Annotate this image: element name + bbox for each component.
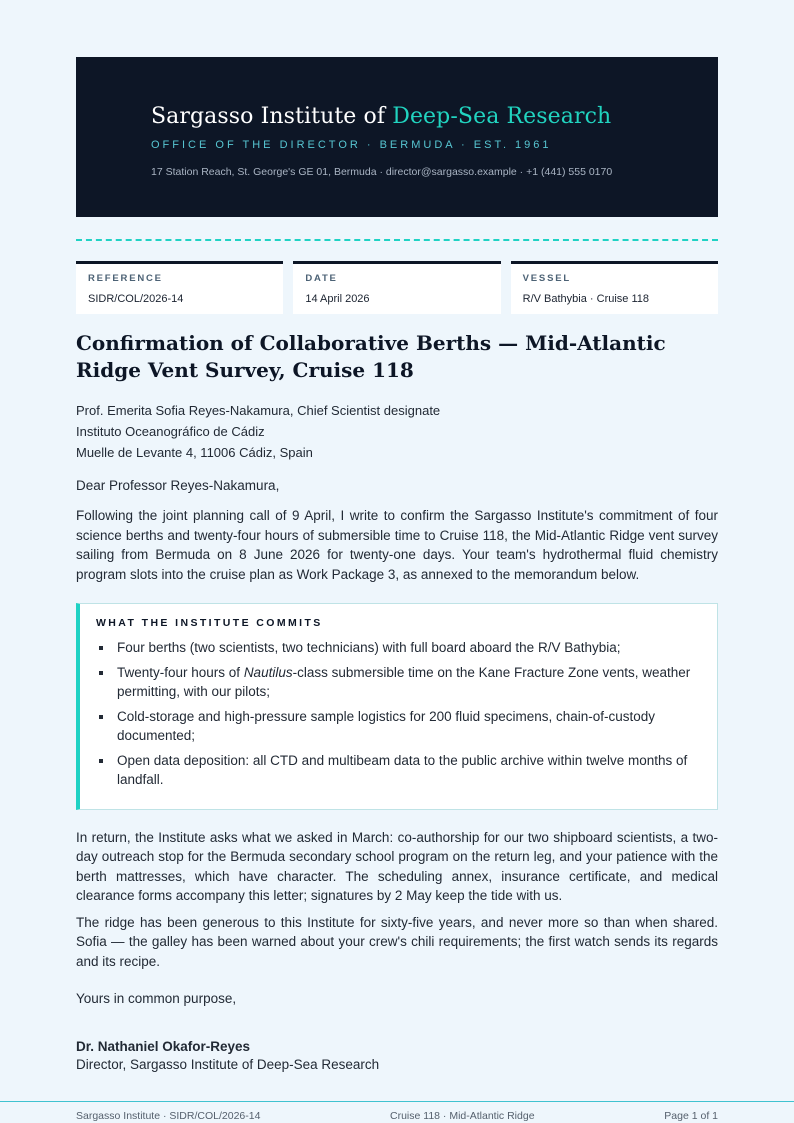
meta-value: SIDR/COL/2026-14 <box>88 293 184 305</box>
submersible-class-name: Nautilus <box>243 664 293 680</box>
office-line: OFFICE OF THE DIRECTOR · BERMUDA · EST. 1961 <box>151 139 552 151</box>
footer-center: Cruise 118 · Mid-Atlantic Ridge <box>390 1110 535 1122</box>
commitment-text: Twenty-four hours of <box>117 664 244 680</box>
dashed-divider <box>76 239 718 241</box>
salutation: Dear Professor Reyes-Nakamura, <box>76 478 280 493</box>
signatory-title: Director, Sargasso Institute of Deep-Sea Research <box>76 1057 380 1072</box>
page-number: Page 1 of 1 <box>664 1110 718 1122</box>
commitment-item: Open data deposition: all CTD and multibeam data to the public archive within twelve months of landfall. <box>96 751 701 790</box>
body-paragraph: Following the joint planning call of 9 April, I write to confirm the Sargasso Institute's commitment of four science berths and twenty-four hours of submersible time to Cruise 118, the Mid-Atlantic Ridge vent survey sailing from Bermuda on 8 June 2026 for twenty-one days. Your team's hydrothermal fluid chemistry program slots into the cruise plan as Work Package 3, as annexed to the memorandum below. <box>76 508 718 582</box>
commitment-item: Four berths (two scientists, two technicians) with full board aboard the R/V Bathybia; <box>96 638 701 658</box>
meta-value: 14 April 2026 <box>305 293 370 305</box>
footer-left: Sargasso Institute · SIDR/COL/2026-14 <box>76 1110 261 1122</box>
commitments-box <box>76 603 718 810</box>
recipient-line: Muelle de Levante 4, 11006 Cádiz, Spain <box>76 445 313 460</box>
commitments-title: WHAT THE INSTITUTE COMMITS <box>96 617 323 629</box>
footer-rule <box>0 1101 794 1102</box>
meta-date <box>293 261 500 314</box>
signatory-name: Dr. Nathaniel Okafor-Reyes <box>76 1039 251 1054</box>
meta-row <box>76 261 718 314</box>
recipient-line: Prof. Emerita Sofia Reyes-Nakamura, Chief Scientist designate <box>76 403 441 418</box>
meta-label: REFERENCE <box>88 273 163 284</box>
commitment-item: Cold-storage and high-pressure sample logistics for 200 fluid specimens, chain-of-custody documented; <box>96 707 701 746</box>
institute-name-plain: Sargasso Institute of <box>151 104 393 129</box>
letterhead <box>76 57 718 217</box>
body-paragraph: In return, the Institute asks what we asked in March: co-authorship for our two shipboard scientists, a two-day outreach stop for the Bermuda secondary school program on the return leg, and your patience with the berth mattresses, which have character. The scheduling annex, insurance certificate, and medical clearance forms accompany this letter; signatures by 2 May keep the tide with us. <box>76 829 718 903</box>
meta-label: VESSEL <box>522 273 571 284</box>
meta-value: R/V Bathybia · Cruise 118 <box>522 293 650 305</box>
meta-vessel <box>511 261 718 314</box>
recipient-line: Instituto Oceanográfico de Cádiz <box>76 424 265 439</box>
institute-name <box>151 101 718 133</box>
contact-address: 17 Station Reach, St. George's GE 01, Bermuda · director@sargasso.example · +1 (441) 555 0170 <box>151 166 613 178</box>
meta-reference <box>76 261 283 314</box>
recipient-block <box>76 400 718 463</box>
letter-page <box>76 57 718 1072</box>
meta-label: DATE <box>305 273 338 284</box>
institute-name-accent: Deep-Sea Research <box>392 104 612 129</box>
commitments-list <box>96 638 701 790</box>
closing: Yours in common purpose, <box>76 991 237 1006</box>
body-paragraph: The ridge has been generous to this Institute for sixty-five years, and never more so than when shared. Sofia — the galley has been warned about your crew's chili requirements; the first watch sends its regards and its recipe. <box>76 914 718 969</box>
commitment-item <box>96 663 701 702</box>
commitment-text: -class submersible time on the Kane Fracture Zone vents, weather permitting, with our pilots; <box>117 664 691 699</box>
letter-subject: Confirmation of Collaborative Berths — Mid-Atlantic Ridge Vent Survey, Cruise 118 <box>76 331 666 382</box>
